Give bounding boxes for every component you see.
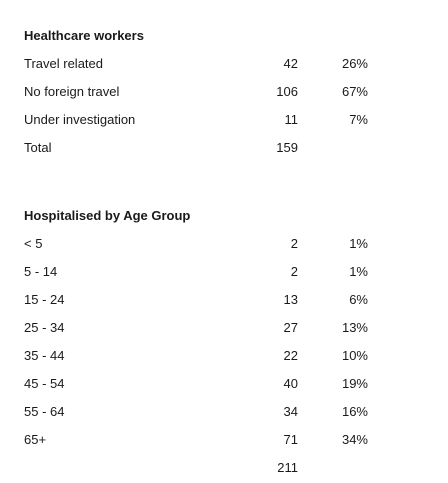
row-label: 55 - 64 xyxy=(24,404,65,419)
row-percent: 6% xyxy=(349,292,368,307)
hospitalised-section-title: Hospitalised by Age Group xyxy=(24,208,191,223)
table-row xyxy=(0,376,448,392)
table-row xyxy=(0,84,448,100)
table-row xyxy=(0,320,448,336)
row-count: 71 xyxy=(283,432,298,447)
row-percent: 26% xyxy=(341,56,368,71)
row-label: 5 - 14 xyxy=(24,264,58,279)
row-count: 40 xyxy=(283,376,298,391)
row-label: 35 - 44 xyxy=(24,348,65,363)
row-label: 25 - 34 xyxy=(24,320,65,335)
row-label: 15 - 24 xyxy=(24,292,65,307)
table-row xyxy=(0,404,448,420)
table-row xyxy=(0,264,448,280)
row-percent: 34% xyxy=(341,432,368,447)
row-count: 42 xyxy=(283,56,298,71)
row-percent: 7% xyxy=(349,112,368,127)
row-label: Total xyxy=(24,140,52,155)
row-label: Travel related xyxy=(24,56,103,71)
row-label: No foreign travel xyxy=(24,84,120,99)
row-count: 22 xyxy=(283,348,298,363)
row-label: < 5 xyxy=(24,236,43,251)
row-percent: 19% xyxy=(341,376,368,391)
row-count: 27 xyxy=(283,320,298,335)
row-percent: 13% xyxy=(341,320,368,335)
row-percent: 16% xyxy=(341,404,368,419)
table-row xyxy=(0,348,448,364)
row-label: 65+ xyxy=(24,432,47,447)
row-count: 211 xyxy=(277,460,298,475)
row-label: 45 - 54 xyxy=(24,376,65,391)
row-percent: 1% xyxy=(349,264,368,279)
row-count: 106 xyxy=(276,84,298,99)
row-percent: 1% xyxy=(349,236,368,251)
table-row xyxy=(0,56,448,72)
row-count: 34 xyxy=(283,404,298,419)
table-row xyxy=(0,236,448,252)
table-row-total xyxy=(0,460,448,476)
row-count: 11 xyxy=(284,112,298,127)
row-count: 2 xyxy=(290,236,298,251)
table-row xyxy=(0,112,448,128)
row-count: 2 xyxy=(290,264,298,279)
row-count: 13 xyxy=(283,292,298,307)
row-label: Under investigation xyxy=(24,112,136,127)
row-count: 159 xyxy=(276,140,298,155)
table-row xyxy=(0,432,448,448)
row-percent: 10% xyxy=(341,348,368,363)
table-row-total xyxy=(0,140,448,156)
healthcare-section-title: Healthcare workers xyxy=(24,28,144,43)
table-row xyxy=(0,292,448,308)
row-percent: 67% xyxy=(341,84,368,99)
